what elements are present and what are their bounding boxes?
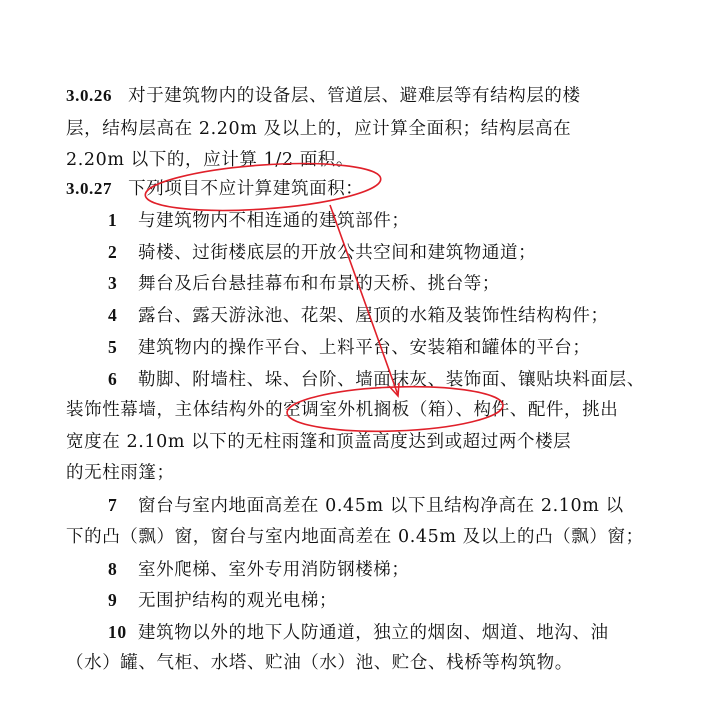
line-text: 舞台及后台悬挂幕布和布景的天桥、挑台等； xyxy=(138,274,500,294)
line-text: 勒脚、附墙柱、垛、台阶、墙面抹灰、装饰面、镶贴块料面层、 xyxy=(138,370,645,390)
line-text: 露台、露天游泳池、花架、屋顶的水箱及装饰性结构构件； xyxy=(138,306,609,326)
item-number: 7 xyxy=(108,495,118,515)
line-text: （水）罐、气柜、水塔、贮油（水）池、贮仓、栈桥等构筑物。 xyxy=(66,653,573,673)
item-number: 9 xyxy=(108,590,118,610)
line-text: 对于建筑物内的设备层、管道层、避难层等有结构层的楼 xyxy=(128,86,581,106)
clause-number: 3.0.27 xyxy=(66,179,113,198)
line-text: 的无柱雨篷； xyxy=(66,463,175,483)
line-text: 室外爬梯、室外专用消防钢楼梯； xyxy=(138,560,410,580)
line-text: 下列项目不应计算建筑面积： xyxy=(128,179,364,199)
line-text: 装饰性幕墙，主体结构外的空调室外机搁板（箱）、构件、配件，挑出 xyxy=(66,400,619,420)
annotation-ellipse-bottom xyxy=(286,383,503,435)
line-text: 层，结构层高在 2.20m 及以上的，应计算全面积；结构层高在 xyxy=(66,119,572,139)
item-number: 2 xyxy=(108,242,118,262)
line-text: 宽度在 2.10m 以下的无柱雨篷和顶盖高度达到或超过两个楼层 xyxy=(66,432,572,452)
line-text: 窗台与室内地面高差在 0.45m 以下且结构净高在 2.10m 以 xyxy=(138,496,624,516)
annotation-arrow-line xyxy=(330,205,398,395)
line-text: 下的凸（飘）窗，窗台与室内地面高差在 0.45m 及以上的凸（飘）窗； xyxy=(66,527,644,547)
annotation-ellipse-top xyxy=(144,157,382,217)
item-number: 1 xyxy=(108,210,118,230)
item-number: 8 xyxy=(108,559,118,579)
item-number: 6 xyxy=(108,369,118,389)
line-text: 无围护结构的观光电梯； xyxy=(138,591,338,611)
item-number: 10 xyxy=(108,622,127,642)
line-text: 骑楼、过街楼底层的开放公共空间和建筑物通道； xyxy=(138,243,537,263)
line-text: 2.20m 以下的，应计算 1/2 面积。 xyxy=(66,150,355,170)
item-number: 4 xyxy=(108,305,118,325)
item-number: 5 xyxy=(108,337,118,357)
line-text: 建筑物内的操作平台、上料平台、安装箱和罐体的平台； xyxy=(138,338,591,358)
clause-number: 3.0.26 xyxy=(66,86,113,105)
line-text: 建筑物以外的地下人防通道，独立的烟囱、烟道、地沟、油 xyxy=(138,623,609,643)
item-number: 3 xyxy=(108,273,118,293)
line-text: 与建筑物内不相连通的建筑部件； xyxy=(138,211,410,231)
